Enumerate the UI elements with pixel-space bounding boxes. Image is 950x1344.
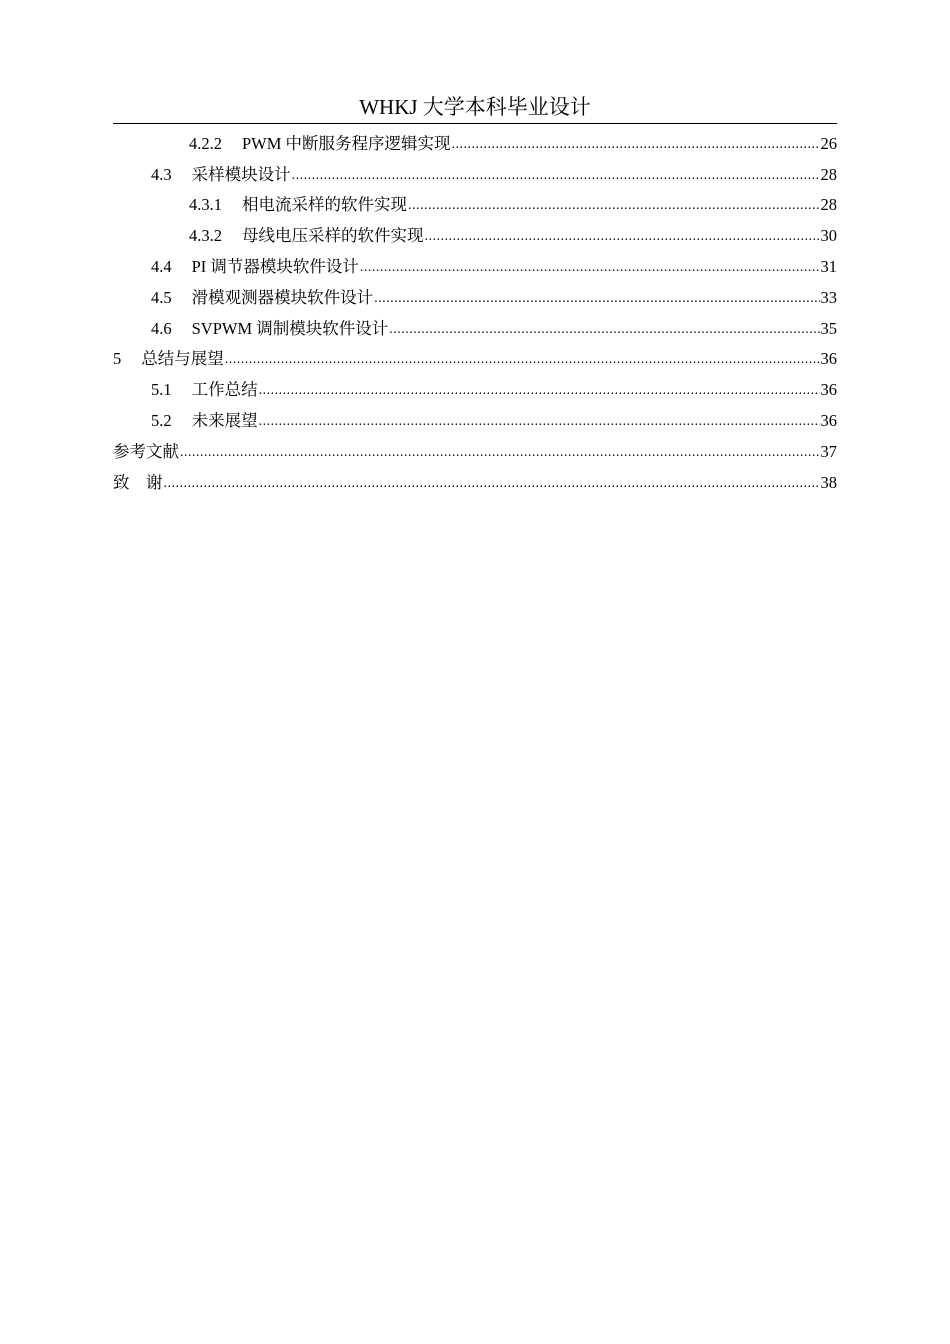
page-header	[113, 93, 837, 124]
toc-entry-page: 37	[820, 441, 837, 461]
toc-entry-number: 5	[113, 349, 122, 369]
toc-entry[interactable]	[113, 185, 837, 216]
toc-entry[interactable]	[113, 246, 837, 277]
table-of-contents	[113, 123, 837, 493]
toc-dot-leader	[452, 134, 820, 154]
toc-entry[interactable]	[113, 462, 837, 493]
toc-entry[interactable]	[113, 431, 837, 462]
toc-entry-page: 33	[820, 287, 837, 307]
toc-entry-page: 36	[820, 349, 837, 369]
toc-dot-leader	[259, 411, 820, 431]
toc-entry-title: 母线电压采样的软件实现	[242, 226, 424, 246]
toc-entry-title: 未来展望	[191, 410, 258, 430]
toc-entry-title: 参考文献	[113, 441, 179, 461]
toc-entry-page: 35	[820, 318, 837, 338]
toc-entry-page: 28	[820, 164, 837, 184]
toc-entry[interactable]	[113, 308, 837, 339]
toc-entry-number: 4.4	[151, 256, 172, 276]
toc-entry-number: 4.3.1	[189, 195, 222, 215]
toc-entry[interactable]	[113, 154, 837, 185]
toc-entry-title: 工作总结	[191, 380, 258, 400]
toc-entry-title: 相电流采样的软件实现	[242, 195, 407, 215]
toc-dot-leader	[259, 380, 820, 400]
toc-entry-number: 5.2	[151, 410, 172, 430]
toc-entry-title: PI 调节器模块软件设计	[191, 256, 359, 276]
toc-entry[interactable]	[113, 123, 837, 154]
toc-dot-leader	[292, 165, 820, 185]
toc-entry[interactable]	[113, 339, 837, 370]
toc-entry-title: 致 谢	[113, 472, 163, 492]
toc-entry-page: 26	[820, 133, 837, 153]
toc-entry-page: 30	[820, 226, 837, 246]
toc-entry[interactable]	[113, 277, 837, 308]
toc-entry-number: 4.3	[151, 164, 172, 184]
toc-entry[interactable]	[113, 215, 837, 246]
toc-entry-title: 总结与展望	[141, 349, 224, 369]
toc-entry-page: 36	[820, 380, 837, 400]
toc-entry[interactable]	[113, 369, 837, 400]
toc-entry-number: 4.6	[151, 318, 172, 338]
toc-entry-number: 4.5	[151, 287, 172, 307]
toc-entry-page: 31	[820, 256, 837, 276]
toc-dot-leader	[389, 319, 819, 339]
header-title: WHKJ 大学本科毕业设计	[359, 95, 591, 119]
toc-entry[interactable]	[113, 400, 837, 431]
toc-entry-title: 滑模观测器模块软件设计	[191, 287, 374, 307]
toc-dot-leader	[360, 257, 820, 277]
toc-entry-number: 5.1	[151, 380, 172, 400]
toc-entry-title: 采样模块设计	[191, 164, 291, 184]
toc-dot-leader	[225, 349, 820, 369]
toc-entry-number: 4.3.2	[189, 226, 222, 246]
toc-entry-page: 28	[820, 195, 837, 215]
toc-dot-leader	[374, 288, 819, 308]
toc-dot-leader	[425, 226, 820, 246]
toc-dot-leader	[180, 442, 820, 462]
toc-dot-leader	[408, 195, 820, 215]
toc-entry-title: SVPWM 调制模块软件设计	[191, 318, 389, 338]
toc-dot-leader	[164, 473, 820, 493]
toc-entry-page: 38	[820, 472, 837, 492]
toc-entry-number: 4.2.2	[189, 133, 222, 153]
toc-entry-page: 36	[820, 410, 837, 430]
toc-entry-title: PWM 中断服务程序逻辑实现	[242, 133, 451, 153]
